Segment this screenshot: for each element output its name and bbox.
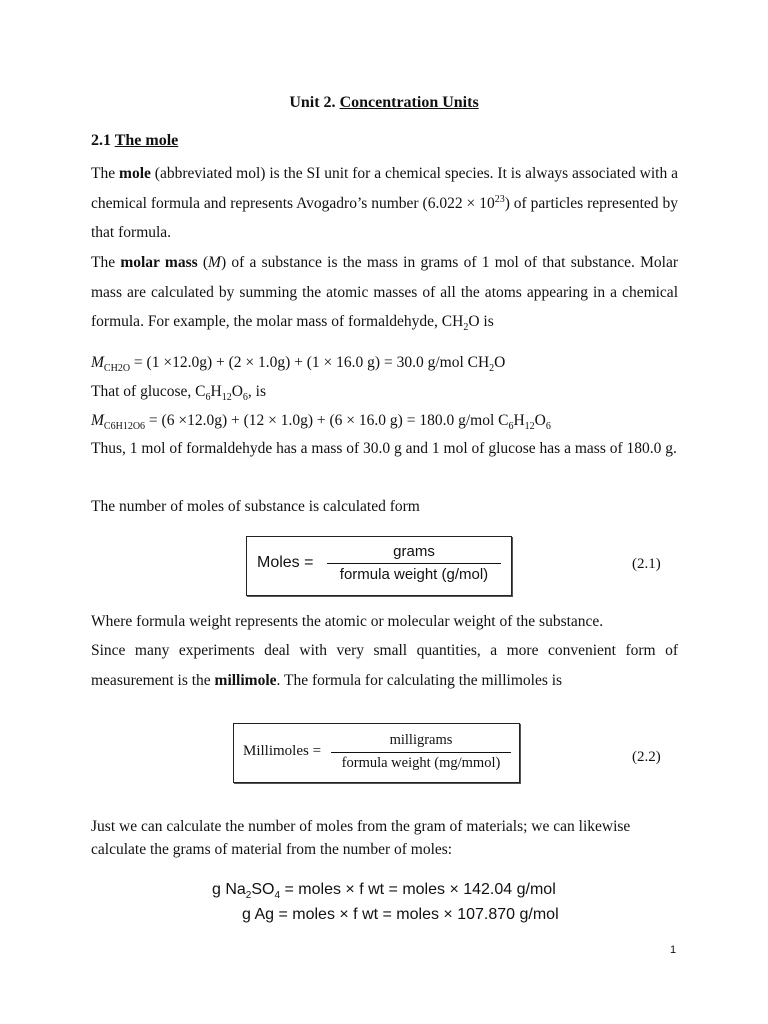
- subscript: 6: [205, 392, 211, 404]
- subscript: 2: [463, 322, 469, 334]
- fraction-bar: [327, 563, 501, 564]
- text: g Ag = moles × f wt = moles × 107.870 g/mol: [242, 906, 559, 923]
- text: SO: [251, 881, 275, 898]
- fraction-denominator: formula weight (mg/mmol): [341, 755, 501, 771]
- text: (: [197, 254, 209, 271]
- equation-lhs: Moles =: [257, 554, 314, 571]
- section-number: 2.1: [91, 132, 115, 149]
- text: H: [513, 412, 525, 429]
- text: g Na: [212, 881, 246, 898]
- text: ) of particles represented by that formula.: [91, 194, 678, 241]
- text: = moles × f wt = moles × 142.04 g/mol: [280, 881, 556, 898]
- text: ) of a substance is the mass in grams of 1 mol of that substance. Molar mass are calculated by summing the atomic masses of all the atoms appearing in a chemical formula. For example, the molar mass of formaldehyde, CH: [91, 254, 678, 330]
- paragraph-formula-weight: Where formula weight represents the atomic or molecular weight of the substance.: [91, 613, 604, 630]
- text: The: [91, 254, 121, 271]
- subscript: 6: [508, 421, 514, 433]
- paragraph-moles-calc: The number of moles of substance is calculated form: [91, 498, 420, 515]
- equation-ag: [242, 906, 559, 924]
- paragraph-thus: Thus, 1 mol of formaldehyde has a mass of 30.0 g and 1 mol of glucose has a mass of 180.0 g.: [91, 440, 677, 457]
- equation-box-2-1: [246, 536, 512, 596]
- text: . The formula for calculating the millimoles is: [276, 671, 563, 689]
- equation-lhs: Millimoles =: [243, 743, 322, 759]
- bold-term-molar-mass: molar mass: [120, 254, 198, 271]
- section-title: The mole: [114, 132, 179, 149]
- subscript: 6: [545, 421, 551, 433]
- subscript: 4: [274, 890, 281, 902]
- equation-label-2-2: (2.2): [632, 749, 661, 765]
- section-heading: [91, 132, 178, 150]
- equation-fraction: [327, 543, 501, 583]
- italic-symbol: M: [91, 412, 104, 429]
- text: = (6 ×12.0g) + (12 × 1.0g) + (6 × 16.0 g) = 180.0 g/mol C: [145, 412, 509, 429]
- text: That of glucose, C: [91, 383, 206, 400]
- bold-term-millimole: millimole: [214, 671, 277, 689]
- equation-label-2-1: (2.1): [632, 556, 661, 572]
- page-number: 1: [670, 944, 677, 956]
- fraction-bar: [331, 752, 511, 753]
- subscript: 12: [524, 421, 535, 433]
- page-title: [0, 94, 768, 112]
- text: Since many experiments deal with very small quantities, a more convenient form of measurement is the: [91, 642, 678, 689]
- text: , is: [247, 383, 267, 400]
- equation-formaldehyde: [91, 348, 678, 378]
- title-prefix: Unit 2.: [289, 94, 340, 111]
- subscript: 2: [245, 890, 252, 902]
- text: (abbreviated mol) is the SI unit for a chemical species. It is always associated with a chemical formula and represents Avogadro’s number (6.022 × 10: [91, 165, 678, 212]
- paragraph-mole: [91, 159, 678, 248]
- paragraph-molar-mass: [91, 248, 678, 337]
- text: = (1 ×12.0g) + (2 × 1.0g) + (1 × 16.0 g) = 30.0 g/mol CH: [130, 354, 490, 371]
- bold-term-mole: mole: [119, 165, 151, 182]
- fraction-numerator: grams: [393, 543, 435, 560]
- title-underlined: Concentration Units: [339, 94, 479, 111]
- fraction-numerator: milligrams: [389, 732, 453, 748]
- equation-na2so4: [212, 881, 556, 902]
- equation-box-2-2: [233, 723, 520, 783]
- text: O: [231, 383, 243, 400]
- subscript: 12: [221, 392, 232, 404]
- subscript: 6: [242, 392, 248, 404]
- italic-symbol: M: [91, 354, 104, 371]
- subscript: C6H12O6: [103, 421, 146, 433]
- equation-glucose: [91, 406, 678, 436]
- subscript: CH2O: [103, 363, 131, 375]
- glucose-intro: [91, 377, 678, 407]
- text: O is: [468, 313, 494, 330]
- superscript: 23: [494, 193, 505, 205]
- text: O: [494, 354, 506, 371]
- paragraph-millimole: [91, 636, 678, 695]
- equation-fraction: [331, 732, 511, 772]
- fraction-denominator: formula weight (g/mol): [339, 566, 489, 583]
- paragraph-grams-from-moles: Just we can calculate the number of moles from the gram of materials; we can likewise calculate the grams of material from the number of moles:: [91, 818, 631, 858]
- italic-symbol: M: [208, 254, 221, 271]
- text: H: [210, 383, 222, 400]
- text: O: [534, 412, 546, 429]
- subscript: 2: [489, 363, 495, 375]
- text: The: [91, 165, 120, 182]
